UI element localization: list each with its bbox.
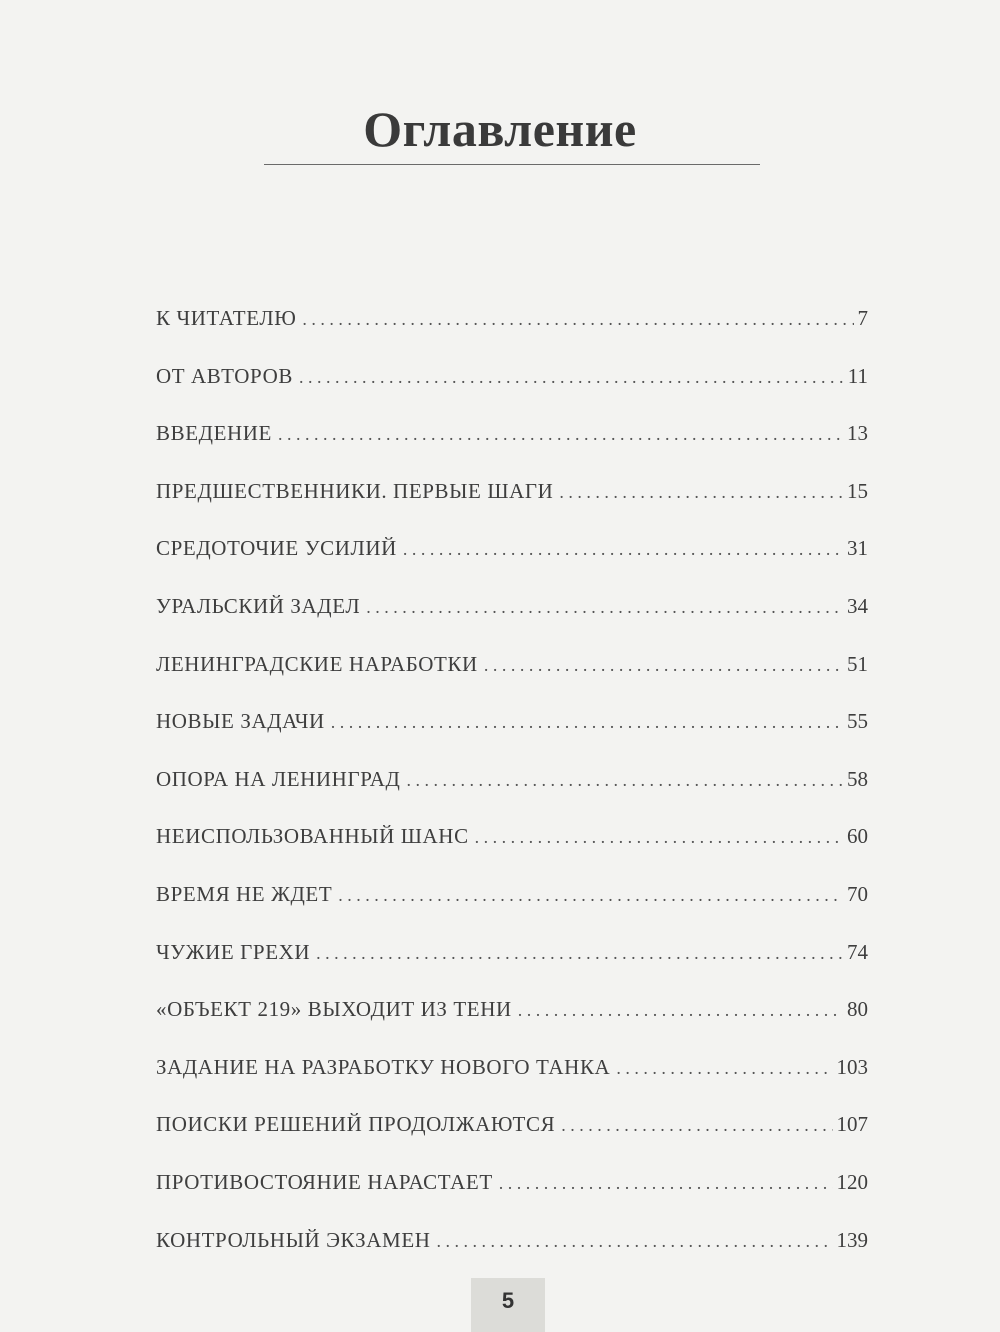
toc-entry-title: К ЧИТАТЕЛЮ	[156, 306, 297, 330]
toc-entry-title: ВРЕМЯ НЕ ЖДЕТ	[156, 881, 333, 906]
page-title: Оглавление	[363, 101, 637, 157]
toc-entry-page-number: 70	[847, 881, 868, 906]
toc-dot-leader	[331, 712, 843, 733]
toc-entry-title: ОПОРА НА ЛЕНИНГРАД	[156, 766, 401, 791]
toc-dot-leader	[484, 655, 843, 676]
toc-entry	[156, 824, 868, 882]
toc-entry	[156, 421, 868, 479]
toc-entry-page-number: 51	[847, 651, 868, 676]
page-number: 5	[501, 1288, 515, 1313]
toc-entry	[156, 536, 868, 594]
toc-entry-title: УРАЛЬСКИЙ ЗАДЕЛ	[156, 593, 361, 618]
toc-dot-leader	[499, 1173, 833, 1194]
toc-dot-leader	[403, 539, 843, 560]
toc-entry	[156, 306, 868, 364]
toc-dot-leader	[299, 367, 844, 388]
toc-entry	[156, 1112, 868, 1170]
toc-entry-page-number: 31	[847, 536, 868, 561]
toc-entry	[156, 709, 868, 767]
toc-entry-page-number: 15	[847, 478, 868, 503]
toc-entry-title: ПРОТИВОСТОЯНИЕ НАРАСТАЕТ	[156, 1169, 493, 1194]
toc-entry-title: ЛЕНИНГРАДСКИЕ НАРАБОТКИ	[156, 651, 478, 676]
toc-entry-title: ПРЕДШЕСТВЕННИКИ. ПЕРВЫЕ ШАГИ	[156, 478, 554, 503]
toc-entry-title: ЧУЖИЕ ГРЕХИ	[156, 939, 311, 964]
toc-dot-leader	[338, 885, 843, 906]
toc-dot-leader	[518, 1000, 843, 1021]
toc-entry-page-number: 58	[847, 766, 868, 791]
toc-entry-title: ЗАДАНИЕ НА РАЗРАБОТКУ НОВОГО ТАНКА	[156, 1054, 611, 1079]
toc-dot-leader	[302, 309, 853, 330]
toc-entry	[156, 1228, 868, 1286]
toc-entry-page-number: 103	[836, 1054, 868, 1079]
toc-dot-leader	[278, 424, 843, 445]
toc-dot-leader	[616, 1058, 832, 1079]
toc-entry-title: КОНТРОЛЬНЫЙ ЭКЗАМЕН	[156, 1227, 431, 1252]
toc-entry	[156, 594, 868, 652]
toc-dot-leader	[406, 770, 843, 791]
toc-entry-page-number: 107	[836, 1112, 868, 1137]
toc-entry-page-number: 74	[847, 939, 868, 964]
toc-entry	[156, 940, 868, 998]
toc-entry-page-number: 80	[847, 997, 868, 1022]
toc-entry-title: НЕИСПОЛЬЗОВАННЫЙ ШАНС	[156, 824, 469, 849]
toc-entry-page-number: 139	[836, 1227, 868, 1252]
toc-entry-page-number: 60	[847, 824, 868, 849]
toc-entry	[156, 479, 868, 537]
toc-entry	[156, 882, 868, 940]
toc-entry-page-number: 13	[847, 421, 868, 446]
toc-entry-title: «ОБЪЕКТ 219» ВЫХОДИТ ИЗ ТЕНИ	[156, 997, 512, 1022]
toc-entry-page-number: 11	[847, 363, 868, 388]
toc-dot-leader	[366, 597, 843, 618]
toc-entry	[156, 767, 868, 825]
toc-entry	[156, 1170, 868, 1228]
toc-dot-leader	[561, 1115, 832, 1136]
toc-dot-leader	[559, 482, 843, 503]
toc-entry-title: ВВЕДЕНИЕ	[156, 421, 272, 446]
toc-entry-title: СРЕДОТОЧИЕ УСИЛИЙ	[156, 536, 397, 561]
toc-entry	[156, 997, 868, 1055]
toc-dot-leader	[475, 827, 843, 848]
toc-entry-title: ПОИСКИ РЕШЕНИЙ ПРОДОЛЖАЮТСЯ	[156, 1112, 556, 1137]
toc-dot-leader	[437, 1231, 833, 1252]
toc-entry	[156, 652, 868, 710]
toc-entry-page-number: 34	[847, 593, 868, 618]
toc-entry-page-number: 55	[847, 709, 868, 734]
toc-entry-title: НОВЫЕ ЗАДАЧИ	[156, 709, 325, 734]
toc-entry-title: ОТ АВТОРОВ	[156, 363, 293, 388]
table-of-contents	[156, 306, 868, 1285]
toc-entry-page-number: 7	[857, 306, 868, 330]
toc-dot-leader	[316, 943, 843, 964]
toc-entry-page-number: 120	[836, 1169, 868, 1194]
title-underline	[264, 164, 760, 165]
toc-entry	[156, 364, 868, 422]
toc-entry	[156, 1055, 868, 1113]
